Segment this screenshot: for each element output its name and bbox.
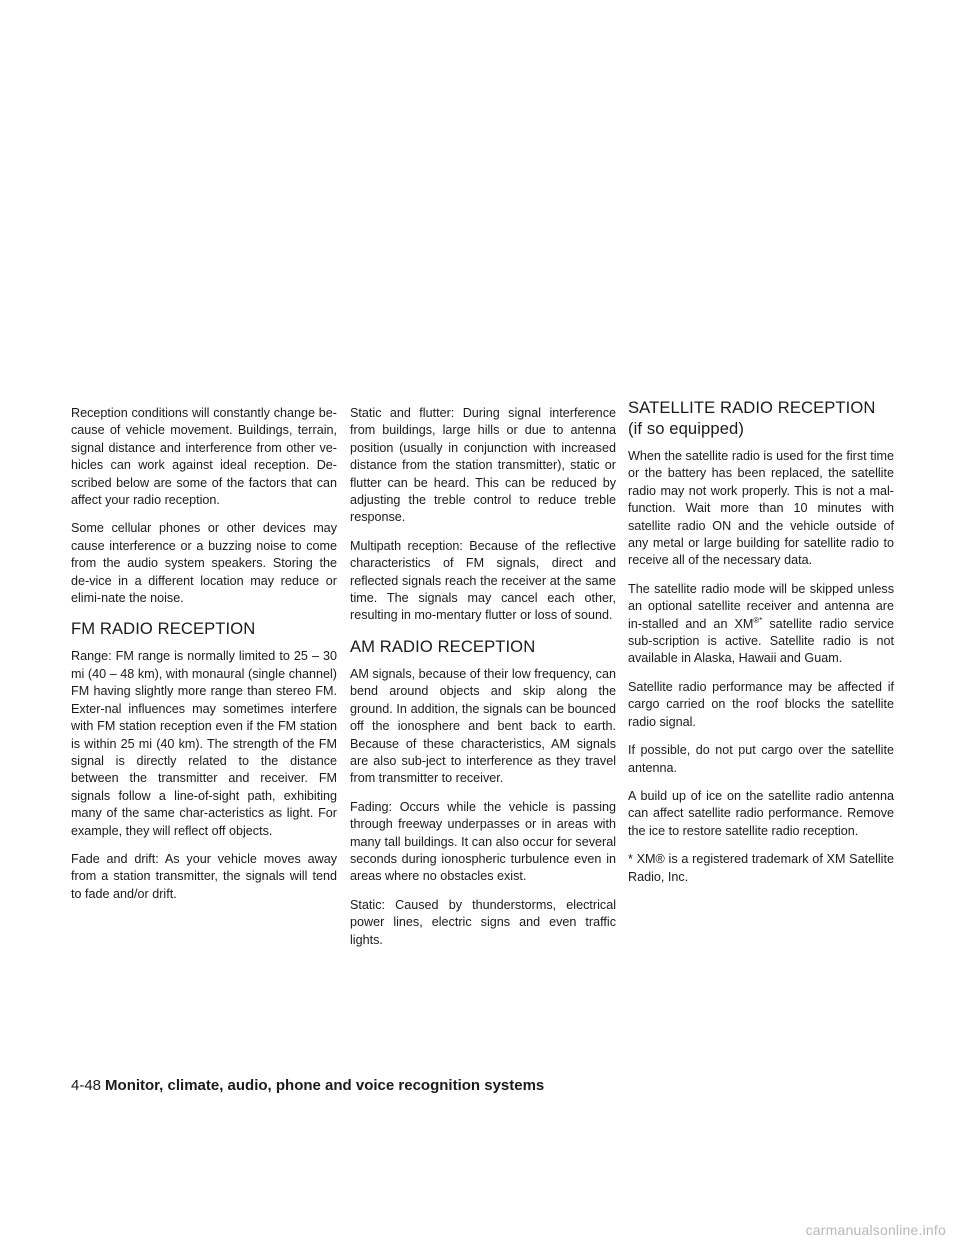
ice-antenna-paragraph: A build up of ice on the satellite radio antenna can affect satellite radio performance. Remove the ice to restore satellite radio reception. xyxy=(628,788,894,838)
cargo-roof-paragraph: Satellite radio performance may be affected if cargo carried on the roof blocks the satellite radio signal. xyxy=(628,679,894,729)
section-title: Monitor, climate, audio, phone and voice recognition systems xyxy=(105,1077,545,1094)
column-left xyxy=(71,405,337,914)
multipath-paragraph: Multipath reception: Because of the reflective characteristics of FM signals, direct and reflected signals reach the receiver at the same time. The signals may cancel each other, resulting in mo-mentary flutter or loss of sound. xyxy=(350,538,616,623)
watermark: carmanualsonline.info xyxy=(805,1222,946,1238)
static-paragraph: Static: Caused by thunderstorms, electrical power lines, electric signs and even traffic lights. xyxy=(350,897,616,947)
am-reception-heading: AM RADIO RECEPTION xyxy=(350,636,536,656)
fm-range-paragraph: Range: FM range is normally limited to 25 – 30 mi (40 – 48 km), with monaural (single channel) FM having slightly more range than stereo FM. Exter-nal influences may sometimes interfere with FM station reception even if the FM station is within 25 mi (40 km). The strength of the FM signal is directly related to the distance between the transmitter and receiver. FM signals follow a line-of-sight path, exhibiting many of the same char-acteristics as light. For example, they will reflect off objects. xyxy=(71,649,337,838)
am-signals-paragraph: AM signals, because of their low frequency, can bend around objects and skip along the ground. In addition, the signals can be bounced off the ionosphere and bent back to earth. Because of these characteristics, AM signals are also sub-ject to interference as they travel from transmitter to receiver. xyxy=(350,666,616,786)
satellite-first-use-paragraph: When the satellite radio is used for the first time or the battery has been replaced, the satellite radio may not work properly. This is not a mal-function. Wait more than 10 minutes with satellite radio ON and the vehicle outside of any metal or large building for satellite radio to receive all of the necessary data. xyxy=(628,449,894,568)
satellite-mode-text-a: The satellite radio mode will be skipped unless an optional satellite receiver and antenna are in-stalled and an XM xyxy=(628,581,894,631)
fading-paragraph: Fading: Occurs while the vehicle is passing through freeway underpasses or in areas with many tall buildings. It can also occur for several seconds during ionospheric turbulence even in areas where no obstacles exist. xyxy=(350,799,616,884)
cargo-antenna-paragraph: If possible, do not put cargo over the satellite antenna. xyxy=(628,743,894,775)
registered-mark: ®* xyxy=(753,615,763,625)
fm-reception-heading: FM RADIO RECEPTION xyxy=(71,619,256,639)
fade-drift-paragraph: Fade and drift: As your vehicle moves away from a station transmitter, the signals will tend to fade and/or drift. xyxy=(71,851,337,901)
satellite-mode-paragraph xyxy=(628,581,894,668)
satellite-mode-text-b: satellite radio service sub-scription is active. Satellite radio is not available in Alaska, Hawaii and Guam. xyxy=(628,616,895,666)
page-number: 4-48 xyxy=(71,1077,102,1094)
column-right xyxy=(628,398,895,897)
page-footer xyxy=(71,1076,544,1096)
column-middle xyxy=(350,405,616,960)
trademark-note: * XM® is a registered trademark of XM Satellite Radio, Inc. xyxy=(628,852,894,884)
cellular-interference-paragraph: Some cellular phones or other devices may cause interference or a buzzing noise to come from the audio system speakers. Storing the de-vice in a different location may reduce or elimi-nate the noise. xyxy=(71,521,337,606)
intro-paragraph: Reception conditions will constantly change be-cause of vehicle movement. Buildings, terrain, signal distance and interference from other ve-hicles can work against ideal reception. De-scribed below are some of the factors that can affect your radio reception. xyxy=(71,406,337,508)
static-flutter-paragraph: Static and flutter: During signal interference from buildings, large hills or due to antenna position (usually in conjunction with increased distance from the station transmitter), static or flutter can be heard. This can be reduced by adjusting the treble control to reduce treble response. xyxy=(350,406,616,525)
satellite-reception-heading: SATELLITE RADIO RECEPTION (if so equipped) xyxy=(628,398,876,438)
